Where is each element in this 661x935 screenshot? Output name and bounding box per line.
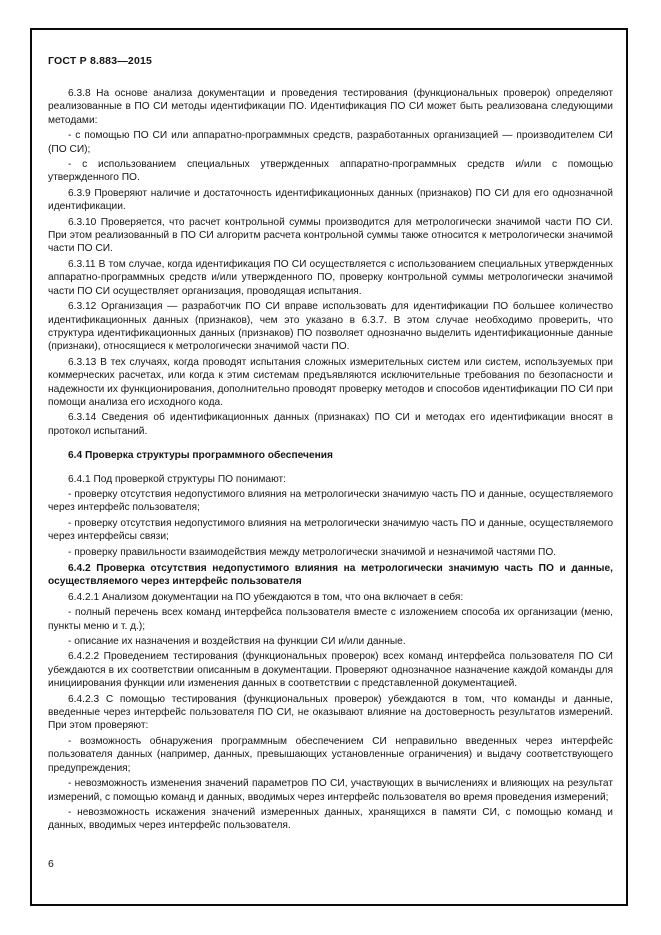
document-header: ГОСТ Р 8.883—2015: [48, 55, 153, 67]
list-item-doc-content-2: - описание их назначения и воздействия на функции СИ и/или данные.: [68, 636, 406, 648]
list-item-structure-check-3: - проверку правильности взаимодействия между метрологически значимой и незначимой частями ПО.: [68, 546, 557, 558]
page-number: 6: [48, 858, 54, 870]
heading-6-4-2: 6.4.2 Проверка отсутствия недопустимого влияния на метрологически значимую часть ПО и данные, осуществляемого через интерфейс пользователя: [48, 563, 613, 588]
clause-6-3-14: 6.3.14 Сведения об идентификационных данных (признаках) ПО СИ и методах его идентификации вносят в протокол испытаний.: [48, 412, 613, 437]
heading-6-4: 6.4 Проверка структуры программного обеспечения: [68, 450, 333, 462]
list-item-structure-check-2: - проверку отсутствия недопустимого влияния на метрологически значимую часть ПО и данные, осуществляемого через интерфейсы связи;: [48, 517, 613, 543]
list-item-doc-content-1: - полный перечень всех команд интерфейса пользователя вместе с изложением способа их организации (меню, пункты меню и т. д.);: [48, 607, 613, 632]
clause-6-4-1: 6.4.1 Под проверкой структуры ПО понимают:: [68, 473, 286, 485]
list-item-ui-check-3: - невозможность искажения значений измеренных данных, хранящихся в памяти СИ, с помощью команд и данных, вводимых через интерфейс пользователя.: [48, 806, 613, 832]
clause-6-3-13: 6.3.13 В тех случаях, когда проводят испытания сложных измерительных систем или систем, используемых при коммерческих расчетах, или когда к этим системам предъявляются исключительные требования по безопасности и надежности их функционирования, дополнительно проводят проверку методов и способов идентификации ПО СИ при помощи анализа его исходного кода.: [48, 356, 613, 408]
list-item-ui-check-2: - невозможность изменения значений параметров ПО СИ, участвующих в вычислениях и влияющих на результат измерений, с помощью команд и данных, вводимых через интерфейс пользователя во время проведения измерений;: [48, 778, 613, 803]
clause-6-4-2-1: 6.4.2.1 Анализом документации на ПО убеждаются в том, что она включает в себя:: [68, 591, 464, 603]
clause-6-3-8: 6.3.8 На основе анализа документации и проведения тестирования (функциональных проверок) определяют реализованные в ПО СИ методы идентификации ПО. Идентификация ПО СИ может быть реализована следующими методами:: [48, 88, 613, 126]
clause-6-4-2-3: 6.4.2.3 С помощью тестирования (функциональных проверок) убеждаются в том, что команды и данные, введенные через интерфейс пользователя ПО СИ, не оказывают влияние на достоверность результатов измерений. При этом проверяют:: [48, 693, 613, 732]
clause-6-3-12: 6.3.12 Организация — разработчик ПО СИ вправе использовать для идентификации ПО большее количество идентификационных данных (признаков), чем это указано в 6.3.7. В этом случае необходимо проверить, что структура идентификационных данных (признаков) ПО позволяет однозначно выделить идентификационные данные (признаки), относящиеся к метрологически значимой части ПО.: [48, 301, 613, 353]
clause-6-3-10: 6.3.10 Проверяется, что расчет контрольной суммы производится для метрологически значимой части ПО СИ. При этом реализованный в ПО СИ алгоритм расчета контрольной суммы также относится к метрологически значимой части ПО СИ.: [48, 216, 613, 255]
clause-6-3-9: 6.3.9 Проверяют наличие и достаточность идентификационных данных (признаков) ПО СИ для его однозначной идентификации.: [48, 187, 613, 213]
list-item-ui-check-1: - возможность обнаружения программным обеспечением СИ неправильно введенных через интерфейс пользователя данных (например, данных, превышающих установленные ограничения) и выдачу соответствующего предупреждения;: [48, 735, 613, 774]
list-item-structure-check-1: - проверку отсутствия недопустимого влияния на метрологически значимую часть ПО и данные, осуществляемого через интерфейс пользователя;: [48, 488, 613, 514]
list-item-identification-method-2: - с использованием специальных утвержденных аппаратно-программных средств и/или с помощью утвержденного ПО.: [48, 159, 613, 184]
clause-6-4-2-2: 6.4.2.2 Проведением тестирования (функциональных проверок) всех команд интерфейса пользователя ПО СИ убеждаются в их соответствии описанным в документации. Проверяют однозначное назначение каждой команды для инициирования функции или изменения данных в соответствии с представленной документацией.: [48, 651, 613, 690]
clause-6-3-11: 6.3.11 В том случае, когда идентификация ПО СИ осуществляется с использованием специальных утвержденных аппаратно-программных средств и/или утвержденного ПО, проверку контрольной суммы метрологически значимой части ПО СИ осуществляет организация, проводящая испытания.: [48, 258, 613, 297]
list-item-identification-method-1: - с помощью ПО СИ или аппаратно-программных средств, разработанных организацией — производителем СИ (ПО СИ);: [48, 130, 613, 155]
document-body: [48, 87, 613, 835]
